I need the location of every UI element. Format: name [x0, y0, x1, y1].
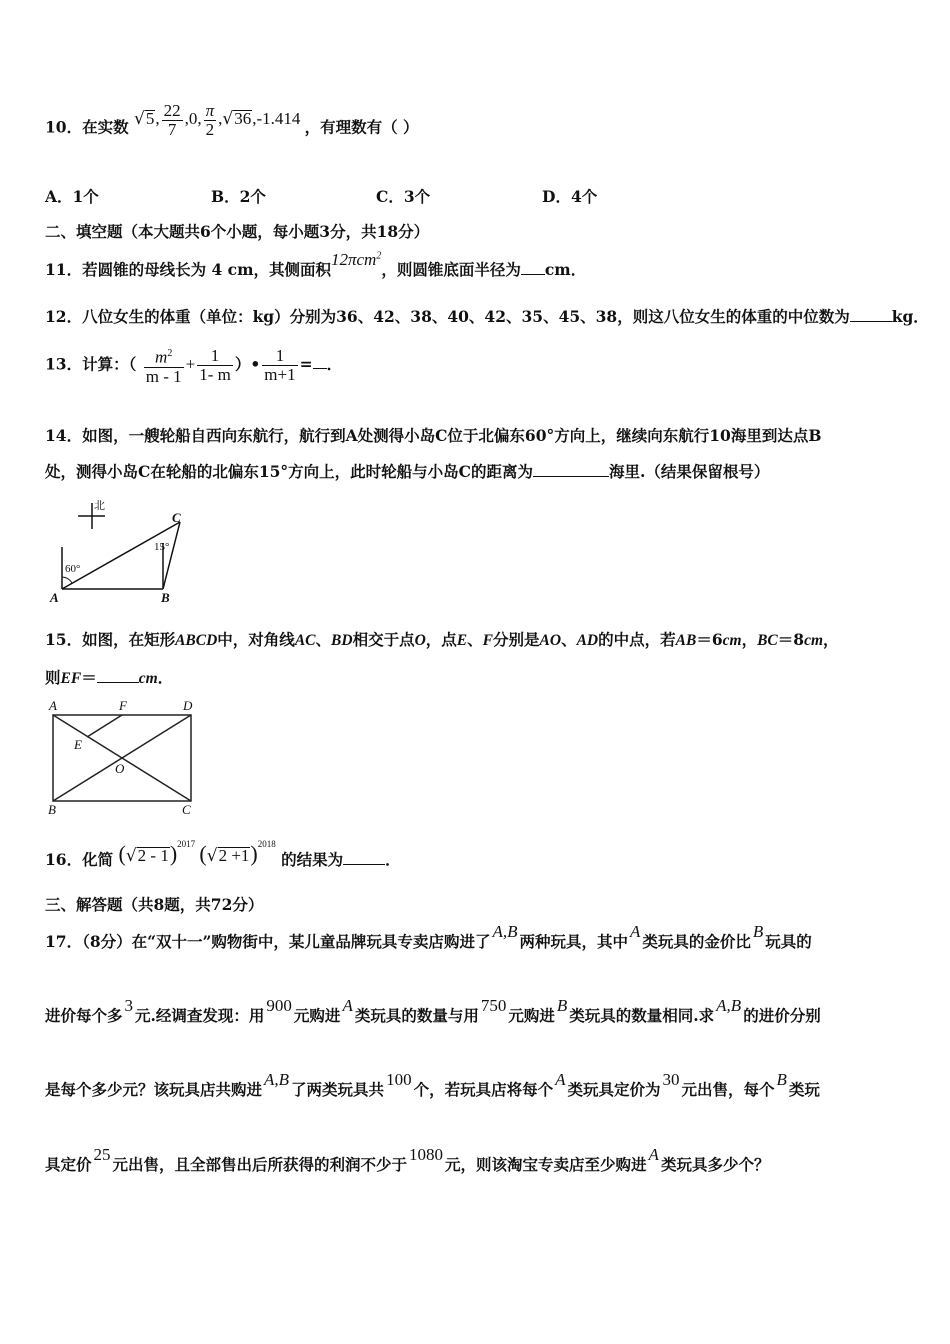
point-label-d: D [183, 698, 193, 713]
question-17-line-1: 17．（8分）在“双十一”购物街中，某儿童品牌玩具专卖店购进了A,B两种玩具，其中A类玩具的金价比B玩具的 [45, 922, 812, 951]
point-label-a: A [50, 590, 59, 605]
sqrt-36: 36 [234, 109, 252, 129]
question-11: 11．若圆锥的母线长为 4 cm，其侧面积12πcm$^2$，则圆锥底面半径为 cm． [45, 250, 587, 279]
sqrt-2-term-2: 2 +1 [218, 846, 250, 865]
section-2-heading: 二、填空题（本大题共6个小题，每小题3分，共18分） [45, 222, 430, 241]
option-a: A．1个 [45, 187, 99, 206]
q10-label: 10．在实数 [45, 117, 129, 137]
option-d: D．4个 [542, 187, 598, 206]
question-14-line-2: 处，测得小岛C在轮船的北偏东15°方向上，此时轮船与小岛C的距离为 海里.（结果保留根号） [45, 462, 770, 481]
question-10 [45, 101, 419, 147]
angle-label-60: 60° [65, 563, 81, 575]
angle-arc-a [62, 577, 72, 583]
answer-blank-13[interactable] [313, 368, 327, 369]
north-label: 北 [94, 500, 105, 512]
sqrt-2-term-1: 2 - 1 [137, 846, 169, 865]
question-15-line-2: 则EF＝ cm． [45, 668, 174, 687]
q10-expression: √5, $\frac{22}{7}$ ,0, $\frac{\pi}{2}$ ,√36,-1.414 [133, 101, 301, 139]
fraction-pi-2: $\frac{\pi}{2}$ [205, 101, 215, 139]
q11-expression: 12πcm$^2$ [331, 250, 382, 269]
point-label-b: B [48, 802, 56, 817]
point-label-b: B [161, 590, 170, 605]
point-label-c: C [182, 802, 191, 817]
section-3-heading: 三、解答题（共8题，共72分） [45, 895, 264, 914]
answer-blank-15[interactable] [97, 682, 139, 683]
fraction-m2-over-m-1: $\frac{m^2}{m - 1}$ [144, 345, 184, 386]
point-label-f: F [119, 698, 127, 713]
answer-blank-14[interactable] [533, 476, 609, 477]
fraction-1-over-m-plus-1: $\frac{1}{m+1}$ [264, 345, 296, 384]
point-label-c: C [172, 510, 181, 525]
sqrt-5: 5 [145, 109, 155, 129]
ship-bearing-diagram [48, 497, 198, 607]
fraction-22-7: $\frac{22}{7}$ [163, 101, 181, 139]
question-14-line-1: 14．如图，一艘轮船自西向东航行，航行到A处测得小岛C位于北偏东60°方向上，继续向东航行10海里到达点B [45, 426, 822, 445]
point-label-a: A [49, 698, 57, 713]
fraction-1-over-1-m: $\frac{1}{1- m}$ [199, 345, 231, 384]
question-17-line-4: 具定价25元出售，且全部售出后所获得的利润不少于1080元，则该淘宝专卖店至少购进A类玩具多少个？ [45, 1145, 770, 1174]
segment-bc [163, 522, 180, 589]
question-12: 12．八位女生的体重（单位：kg）分别为36、42、38、40、42、35、45、38，则这八位女生的体重的中位数为 kg． [45, 307, 929, 326]
q10-suffix: ，有理数有（ ） [304, 117, 419, 137]
question-16: 16．化简 (√2 - 1)$^{2017}$ $(√2 +1)^{2018}$ 的结果为 ． [45, 839, 401, 869]
q16-expression: (√2 - 1)$^{2017}$ $(√2 +1)^{2018}$ [118, 839, 276, 866]
question-15-line-1: 15．如图，在矩形ABCD中，对角线AC、BD相交于点O，点E、F分别是AO、AD的中点，若AB＝6cm，BC＝8cm， [45, 630, 839, 649]
answer-blank-11[interactable] [521, 274, 545, 275]
question-17-line-2: 进价每个多3元.经调查发现：用900元购进A类玩具的数量与用750元购进B类玩具的数量相同.求A,B的进价分别 [45, 996, 821, 1025]
point-label-e: E [74, 737, 82, 752]
answer-blank-12[interactable] [850, 321, 892, 322]
option-c: C．3个 [376, 187, 431, 206]
segment-ef [87, 715, 122, 737]
point-label-o: O [115, 761, 125, 776]
rectangle-diagram [45, 697, 205, 817]
question-17-line-3: 是每个多少元？该玩具店共购进A,B了两类玩具共100个，若玩具店将每个A类玩具定价为30元出售，每个B类玩 [45, 1070, 820, 1099]
answer-blank-16[interactable] [343, 864, 385, 865]
angle-label-15: 15° [154, 541, 170, 553]
option-b: B．2个 [211, 187, 266, 206]
question-13: 13．计算：（ $\frac{m^2}{m - 1}$ + $\frac{1}{1- m}$ ）• $\frac{1}{m+1}$ = ． [45, 345, 343, 386]
